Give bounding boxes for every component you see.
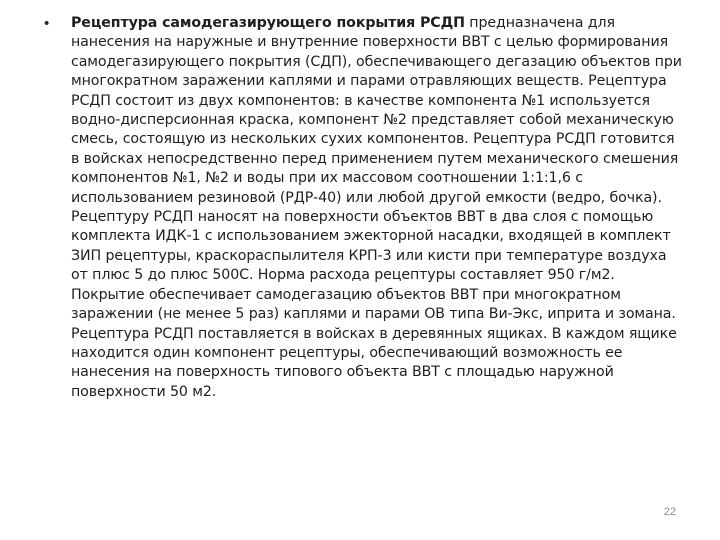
page-number: 22: [663, 506, 676, 518]
body-text: предназначена для нанесения на наружные и внутренние поверхности ВВТ с целью формирования самодегазирующего покрытия (СДП), обеспечивающего дегазацию объектов при многократном заражении каплями и парами отравляющих веществ. Рецептура РСДП состоит из двух компонентов: в качестве компонента №1 используется водно-дисперсионная краска, компонент №2 представляет собой механическую смесь, состоящую из нескольких сухих компонентов. Рецептура РСДП готовится в войсках непосредственно перед применением путем механического смешения компонентов №1, №2 и воды при их массовом соотношении 1:1:1,6 с использованием резиновой (РДР-40) или любой другой емкости (ведро, бочка). Рецептуру РСДП наносят на поверхности объектов ВВТ в два слоя с помощью комплекта ИДК-1 с использованием эжекторной насадки, входящей в комплект ЗИП рецептуры, краскораспылителя КРП-3 или кисти при температуре воздуха от плюс 5 до плюс 500С. Норма расхода рецептуры составляет 950 г/м2. Покрытие обеспечивает самодегазацию объектов ВВТ при многократном заражении (не менее 5 раз) каплями и парами ОВ типа Ви-Экс, иприта и зомана. Рецептура РСДП поставляется в войсках в деревянных ящиках. В каждом ящике находится один компонент рецептуры, обеспечивающий возможность ее нанесения на поверхность типового объекта ВВТ с площадью наружной поверхности 50 м2.: [71, 15, 682, 400]
bullet-marker: •: [44, 15, 50, 32]
body-paragraph: [71, 14, 684, 402]
bullet-item: [44, 14, 684, 402]
bold-lead-text: Рецептура самодегазирующего покрытия РСДП: [71, 15, 465, 31]
